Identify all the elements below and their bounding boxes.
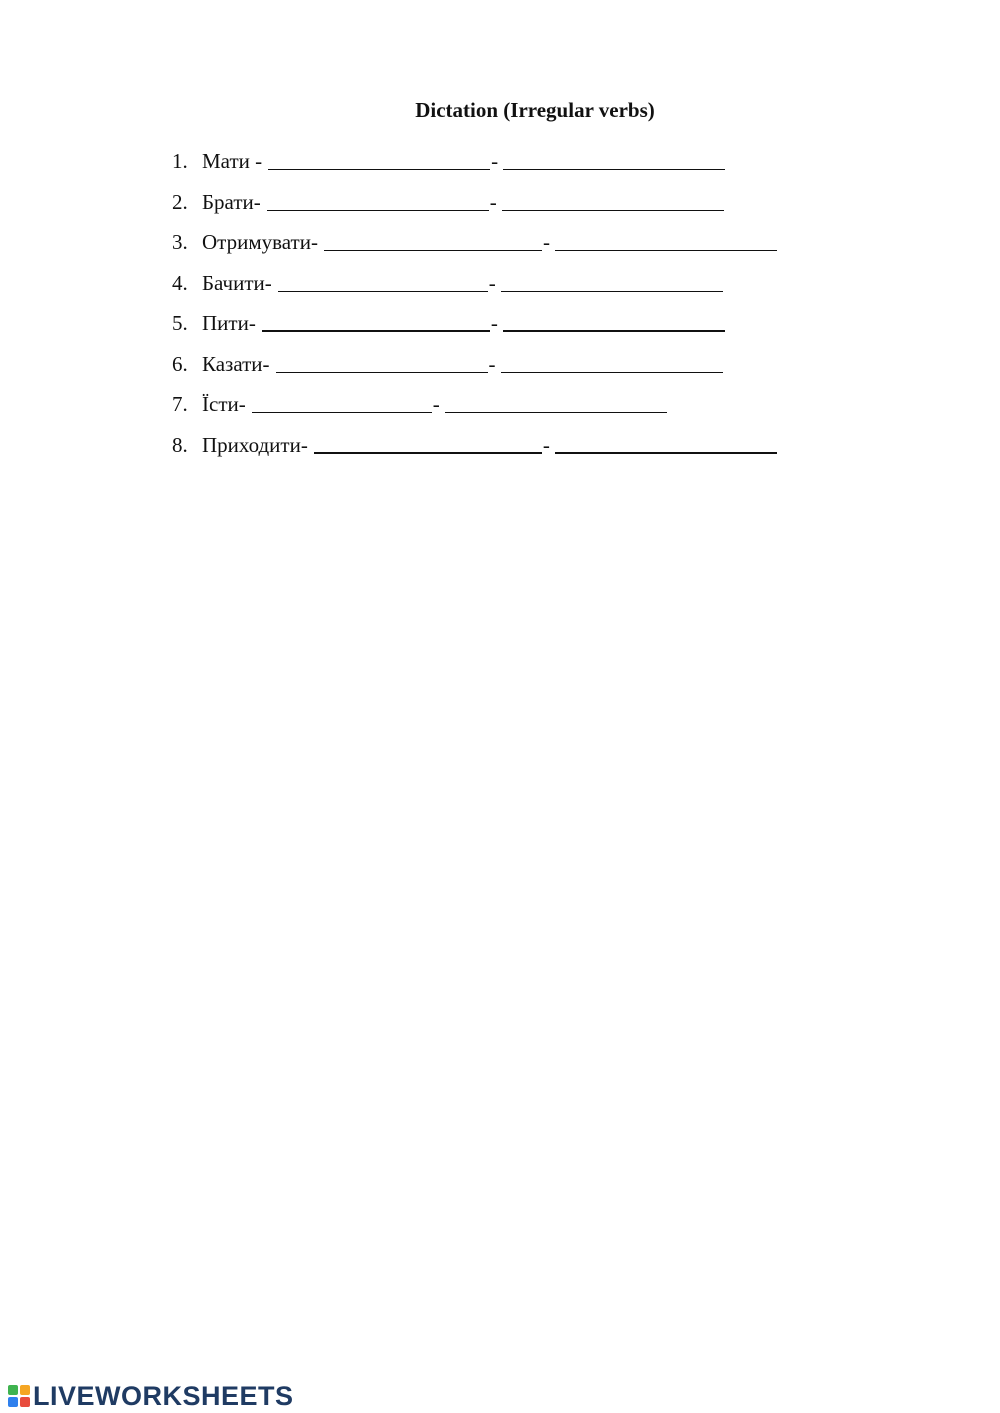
logo-square [8, 1397, 18, 1407]
answer-blank-2[interactable] [555, 451, 777, 454]
answer-blank-1[interactable] [268, 168, 490, 170]
separator: - [489, 189, 497, 214]
answer-blank-2[interactable] [501, 290, 723, 292]
separator: - [488, 270, 496, 295]
separator: - [432, 392, 440, 416]
logo-square [8, 1385, 18, 1395]
verb-word: Приходити- [202, 432, 308, 457]
answer-blank-1[interactable] [262, 329, 490, 332]
answer-blank-2[interactable] [445, 411, 667, 413]
answer-blank-1[interactable] [252, 411, 432, 413]
list-item [172, 389, 872, 430]
list-item [172, 227, 872, 268]
answer-blank-1[interactable] [267, 209, 489, 211]
item-number: 2. [172, 189, 188, 214]
verb-list [172, 146, 872, 470]
separator: - [542, 432, 550, 457]
list-item [172, 308, 872, 349]
separator: - [488, 351, 496, 376]
answer-blank-1[interactable] [276, 371, 488, 373]
list-item [172, 349, 872, 390]
answer-blank-1[interactable] [314, 451, 542, 454]
item-number: 4. [172, 270, 188, 295]
answer-blank-2[interactable] [502, 209, 724, 211]
item-number: 3. [172, 230, 188, 254]
brand-name: LIVEWORKSHEETS [33, 1381, 294, 1411]
answer-blank-2[interactable] [503, 168, 725, 170]
logo-icon [8, 1385, 30, 1407]
footer-logo [8, 1382, 294, 1410]
verb-word: Отримувати- [202, 230, 318, 254]
list-item [172, 146, 872, 187]
logo-square [20, 1385, 30, 1395]
logo-square [20, 1397, 30, 1407]
item-number: 8. [172, 432, 188, 457]
answer-blank-1[interactable] [324, 249, 542, 251]
separator: - [542, 230, 550, 254]
page-title: Dictation (Irregular verbs) [415, 98, 655, 122]
list-item [172, 430, 872, 471]
verb-word: Пити- [202, 311, 256, 335]
separator: - [491, 149, 499, 173]
item-number: 1. [172, 149, 188, 173]
separator: - [490, 311, 498, 335]
answer-blank-2[interactable] [503, 329, 725, 332]
verb-word: Брати- [202, 189, 261, 214]
item-number: 6. [172, 351, 188, 376]
item-number: 5. [172, 311, 188, 335]
answer-blank-2[interactable] [501, 371, 723, 373]
verb-word: Бачити- [202, 270, 272, 295]
answer-blank-1[interactable] [278, 290, 488, 292]
list-item [172, 187, 872, 228]
item-number: 7. [172, 392, 188, 416]
verb-word: Казати- [202, 351, 270, 376]
list-item [172, 268, 872, 309]
verb-word: Мати - [202, 149, 263, 173]
answer-blank-2[interactable] [555, 249, 777, 251]
verb-word: Їсти- [202, 392, 246, 416]
